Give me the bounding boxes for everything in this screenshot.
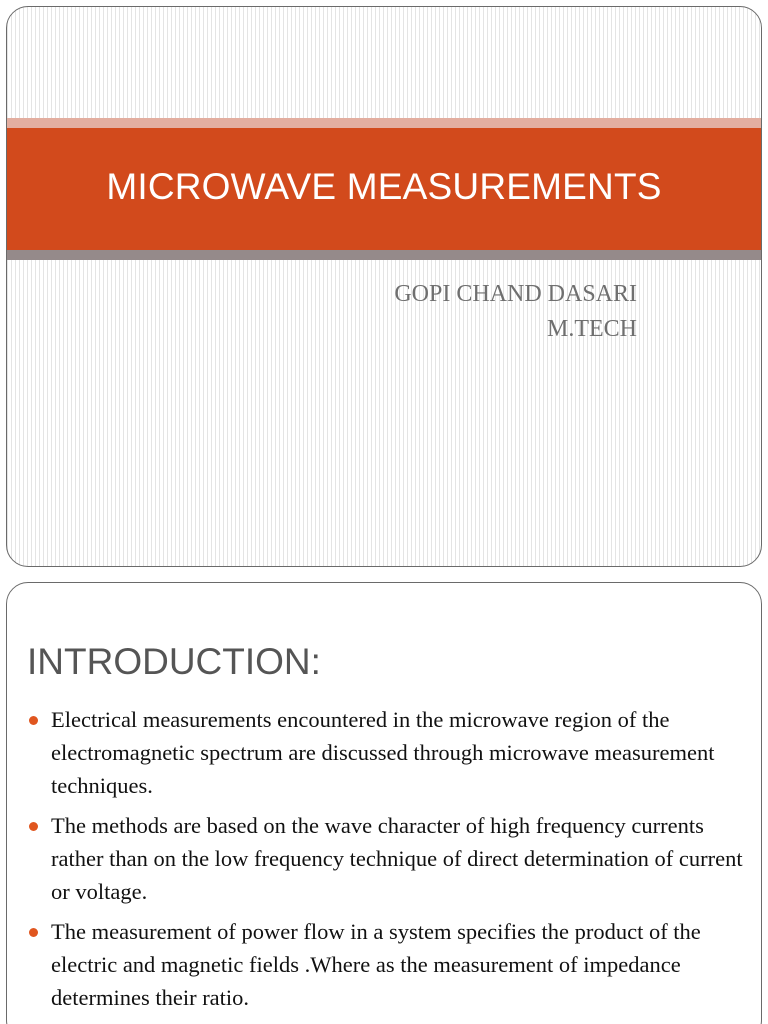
author-name: GOPI CHAND DASARI xyxy=(394,281,637,307)
bullet-item xyxy=(7,703,752,802)
subtitle-block xyxy=(394,277,637,347)
bullet-text: Electrical measurements encountered in the microwave region of the electromagnetic spectrum are discussed through microwave measurement techniques. xyxy=(51,707,715,798)
title-slide xyxy=(6,6,762,567)
bullet-icon xyxy=(29,716,38,725)
title-band xyxy=(7,128,761,250)
content-slide xyxy=(6,582,762,1024)
bullet-icon xyxy=(29,822,38,831)
title-band-bottom-stripe xyxy=(7,250,761,260)
bullet-text: The measurement of power flow in a system specifies the product of the electric and magnetic fields .Where as the measurement of impedance determines their ratio. xyxy=(51,919,701,1010)
bullet-list xyxy=(7,703,752,1021)
author-degree: M.TECH xyxy=(547,316,637,342)
bullet-item xyxy=(7,915,752,1014)
bullet-icon xyxy=(29,928,38,937)
bullet-item xyxy=(7,809,752,908)
section-heading: INTRODUCTION: xyxy=(27,641,321,682)
bullet-text: The methods are based on the wave character of high frequency currents rather than on the low frequency technique of direct determination of current or voltage. xyxy=(51,813,743,904)
slide-title: MICROWAVE MEASUREMENTS xyxy=(106,166,662,207)
title-band-top-stripe xyxy=(7,118,761,128)
